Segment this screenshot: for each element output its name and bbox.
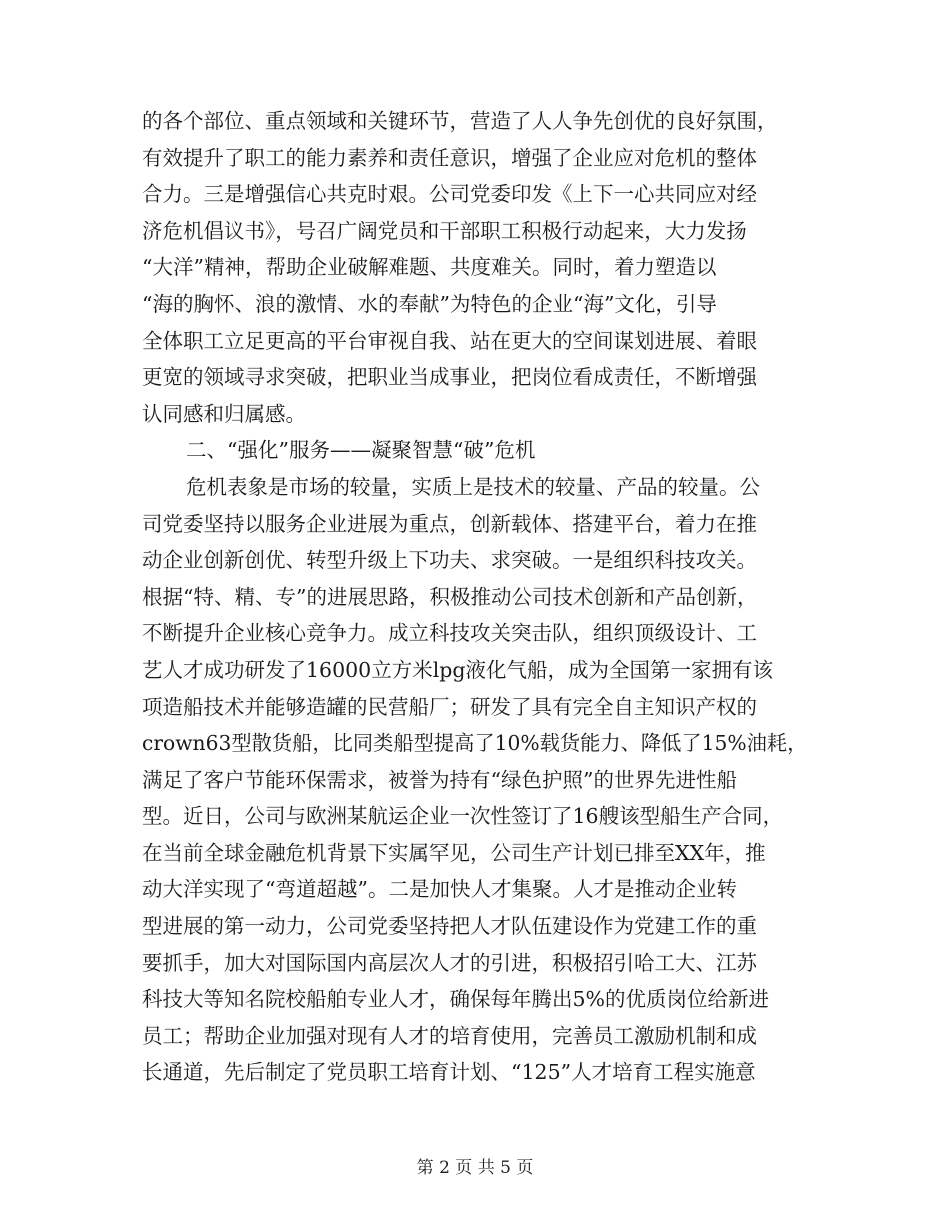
document-body <box>142 103 808 1091</box>
paragraph-first-line: 危机表象是市场的较量，实质上是技术的较量、产品的较量。公 <box>186 474 760 499</box>
text-line: 满足了客户节能环保需求，被誉为持有“绿色护照”的世界先进性船 <box>142 767 737 792</box>
text-line: 要抓手，加大对国际国内高层次人才的引进，积极招引哈工大、江苏 <box>142 950 757 975</box>
text-line: 更宽的领域寻求突破，把职业当成事业，把岗位看成责任，不断增强 <box>142 365 757 390</box>
text-line: 不断提升企业核心竞争力。成立科技攻关突击队，组织顶级设计、工 <box>142 621 757 646</box>
text-line: 合力。三是增强信心共克时艰。公司党委印发《上下一心共同应对经 <box>142 182 757 207</box>
text-line: crown63型散货船，比同类船型提高了10%载货能力、降低了15%油耗， <box>142 731 808 756</box>
page-number-footer: 第 2 页 共 5 页 <box>416 1158 534 1178</box>
text-line: 长通道，先后制定了党员职工培育计划、“125”人才培育工程实施意 <box>142 1060 756 1085</box>
text-line: 在当前全球金融危机背景下实属罕见，公司生产计划已排至XX年，推 <box>142 840 766 865</box>
text-line: 的各个部位、重点领域和关键环节，营造了人人争先创优的良好氛围， <box>142 109 778 133</box>
text-line: 科技大等知名院校船舶专业人才，确保每年腾出5%的优质岗位给新进 <box>142 987 770 1012</box>
text-line: “大洋”精神，帮助企业破解难题、共度难关。同时，着力塑造以 <box>142 255 717 280</box>
text-line: 型。近日，公司与欧洲某航运企业一次性签订了16艘该型船生产合同， <box>142 804 784 829</box>
text-line: 全体职工立足更高的平台审视自我、站在更大的空间谋划进展、着眼 <box>142 328 757 353</box>
text-line: 济危机倡议书》，号召广阔党员和干部职工积极行动起来，大力发扬 <box>142 218 747 243</box>
text-line: 艺人才成功研发了16000立方米lpg液化气船，成为全国第一家拥有该 <box>142 657 774 682</box>
text-line: 司党委坚持以服务企业进展为重点，创新载体、搭建平台，着力在推 <box>142 511 757 536</box>
text-line: 动企业创新创优、转型升级上下功夫、求突破。一是组织科技攻关。 <box>142 548 757 573</box>
text-line: 根据“特、精、专”的进展思路，积极推动公司技术创新和产品创新， <box>142 584 758 609</box>
text-line: 项造船技术并能够造罐的民营船厂；研发了具有完全自主知识产权的 <box>142 694 757 719</box>
section-heading: 二、“强化”服务——凝聚智慧“破”危机 <box>186 438 536 463</box>
text-line: 员工；帮助企业加强对现有人才的培育使用，完善员工激励机制和成 <box>142 1023 757 1048</box>
text-line: 认同感和归属感。 <box>142 401 306 426</box>
text-line: “海的胸怀、浪的激情、水的奉献”为特色的企业“海”文化，引导 <box>142 291 717 316</box>
text-line: 型进展的第一动力，公司党委坚持把人才队伍建设作为党建工作的重 <box>142 914 757 939</box>
text-line: 动大洋实现了“弯道超越”。二是加快人才集聚。人才是推动企业转 <box>142 877 737 902</box>
text-line: 有效提升了职工的能力素养和责任意识，增强了企业应对危机的整体 <box>142 145 757 170</box>
